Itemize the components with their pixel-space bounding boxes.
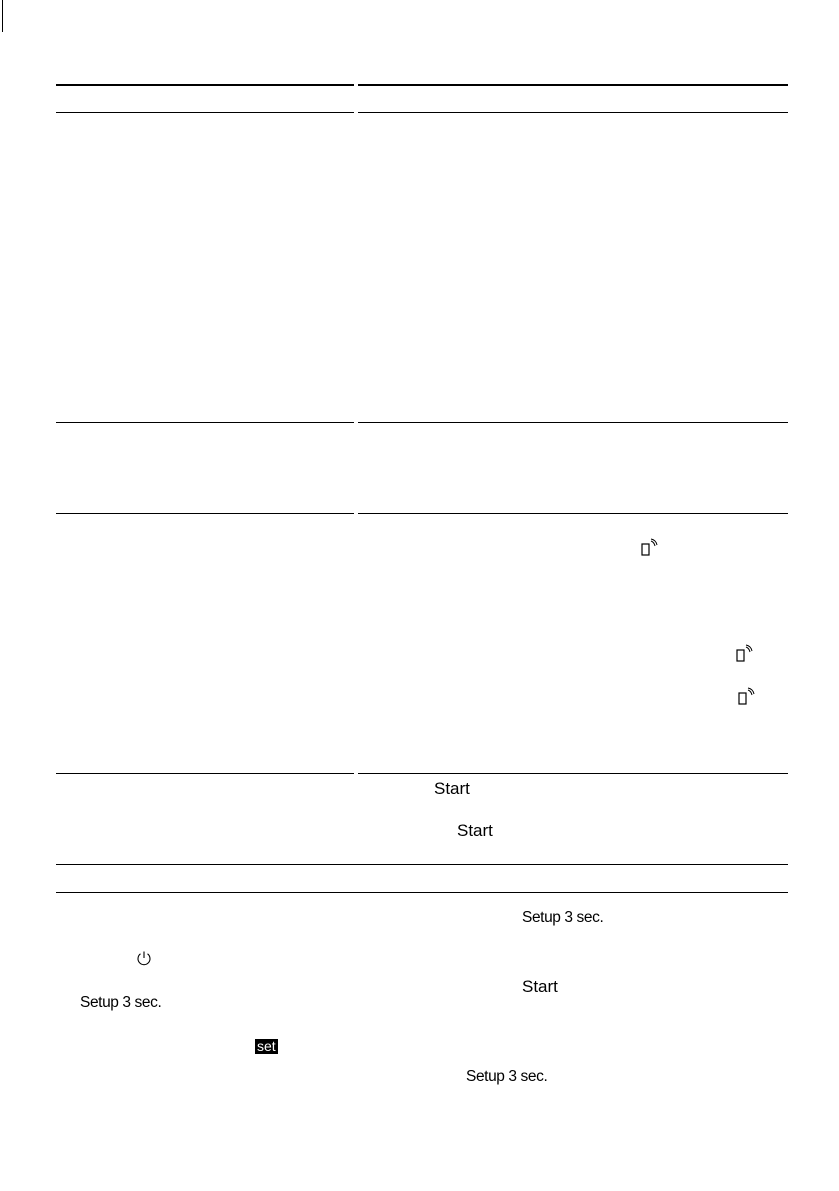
crop-mark bbox=[2, 0, 3, 32]
start-label: Start bbox=[457, 821, 493, 840]
setup-label: Setup 3 sec. bbox=[80, 994, 162, 1011]
row-divider-left bbox=[56, 513, 354, 514]
section-rule bbox=[56, 892, 788, 893]
row-divider-left bbox=[56, 773, 354, 774]
setup-label: Setup 3 sec. bbox=[466, 1068, 548, 1085]
set-badge: set bbox=[257, 1038, 276, 1054]
row-divider-right bbox=[358, 513, 788, 514]
row-divider-right bbox=[358, 422, 788, 423]
row-divider-right bbox=[358, 773, 788, 774]
table-header-bottom-rule-left bbox=[56, 112, 354, 113]
table-header-bottom-rule-right bbox=[358, 112, 788, 113]
remote-start-icon bbox=[640, 538, 660, 558]
table-header-top-rule-left bbox=[56, 84, 354, 86]
table-header-top-rule-right bbox=[358, 84, 788, 86]
remote-start-icon bbox=[737, 687, 757, 707]
start-label: Start bbox=[434, 779, 470, 798]
power-icon bbox=[136, 950, 152, 966]
setup-label: Setup 3 sec. bbox=[522, 909, 604, 926]
section-rule bbox=[56, 864, 788, 865]
row-divider-left bbox=[56, 422, 354, 423]
remote-start-icon bbox=[735, 644, 755, 664]
start-label: Start bbox=[522, 977, 558, 996]
